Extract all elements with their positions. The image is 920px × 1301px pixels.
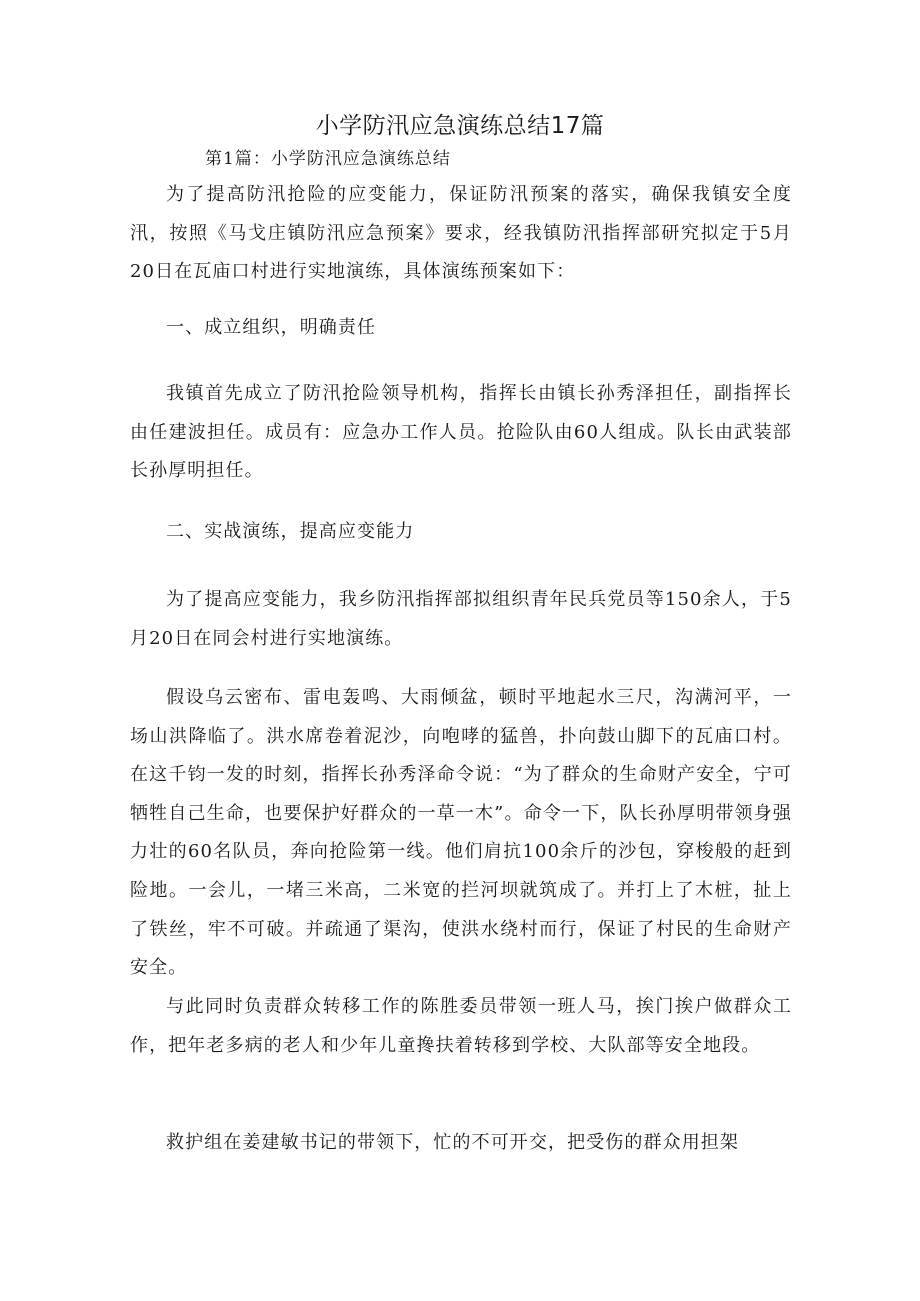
paragraph-drill-plan: 为了提高应变能力，我乡防汛指挥部拟组织青年民兵党员等150余人，于5月20日在同会村进行实地演练。 — [130, 589, 792, 649]
paragraph-flood-scenario: 假设乌云密布、雷电轰鸣、大雨倾盆，顿时平地起水三尺，沟满河平，一场山洪降临了。洪水席卷着泥沙，向咆哮的猛兽，扑向鼓山脚下的瓦庙口村。在这千钧一发的时刻，指挥长孙秀泽命令说：“为了群众的生命财产安全，宁可牺牲自己生命，也要保护好群众的一草一木”。命令一下，队长孙厚明带领身强力壮的60名队员，奔向抢险第一线。他们肩抗100余斤的沙包，穿梭般的赶到险地。一会儿，一堵三米高，二米宽的拦河坝就筑成了。并打上了木桩，扯上了铁丝，牢不可破。并疏通了渠沟，使洪水绕村而行，保证了村民的生命财产安全。 — [130, 687, 792, 979]
paragraph-intro: 为了提高防汛抢险的应变能力，保证防汛预案的落实，确保我镇安全度汛，按照《马戈庄镇防汛应急预案》要求，经我镇防汛指挥部研究拟定于5月20日在瓦庙口村进行实地演练，具体演练预案如下： — [130, 184, 792, 283]
section-heading-1: 一、成立组织，明确责任 — [166, 317, 377, 338]
section-heading-2: 二、实战演练，提高应变能力 — [166, 521, 415, 542]
chapter-subtitle: 第1篇：小学防汛应急演练总结 — [205, 149, 451, 169]
paragraph-organization: 我镇首先成立了防汛抢险领导机构，指挥长由镇长孙秀泽担任，副指挥长由任建波担任。成员有：应急办工作人员。抢险队由60人组成。队长由武装部长孙厚明担任。 — [130, 383, 792, 482]
document-title: 小学防汛应急演练总结17篇 — [315, 113, 605, 139]
paragraph-evacuation: 与此同时负责群众转移工作的陈胜委员带领一班人马，挨门挨户做群众工作，把年老多病的老人和少年儿童搀扶着转移到学校、大队部等安全地段。 — [130, 996, 792, 1056]
paragraph-rescue: 救护组在姜建敏书记的带领下，忙的不可开交，把受伤的群众用担架 — [166, 1132, 739, 1153]
